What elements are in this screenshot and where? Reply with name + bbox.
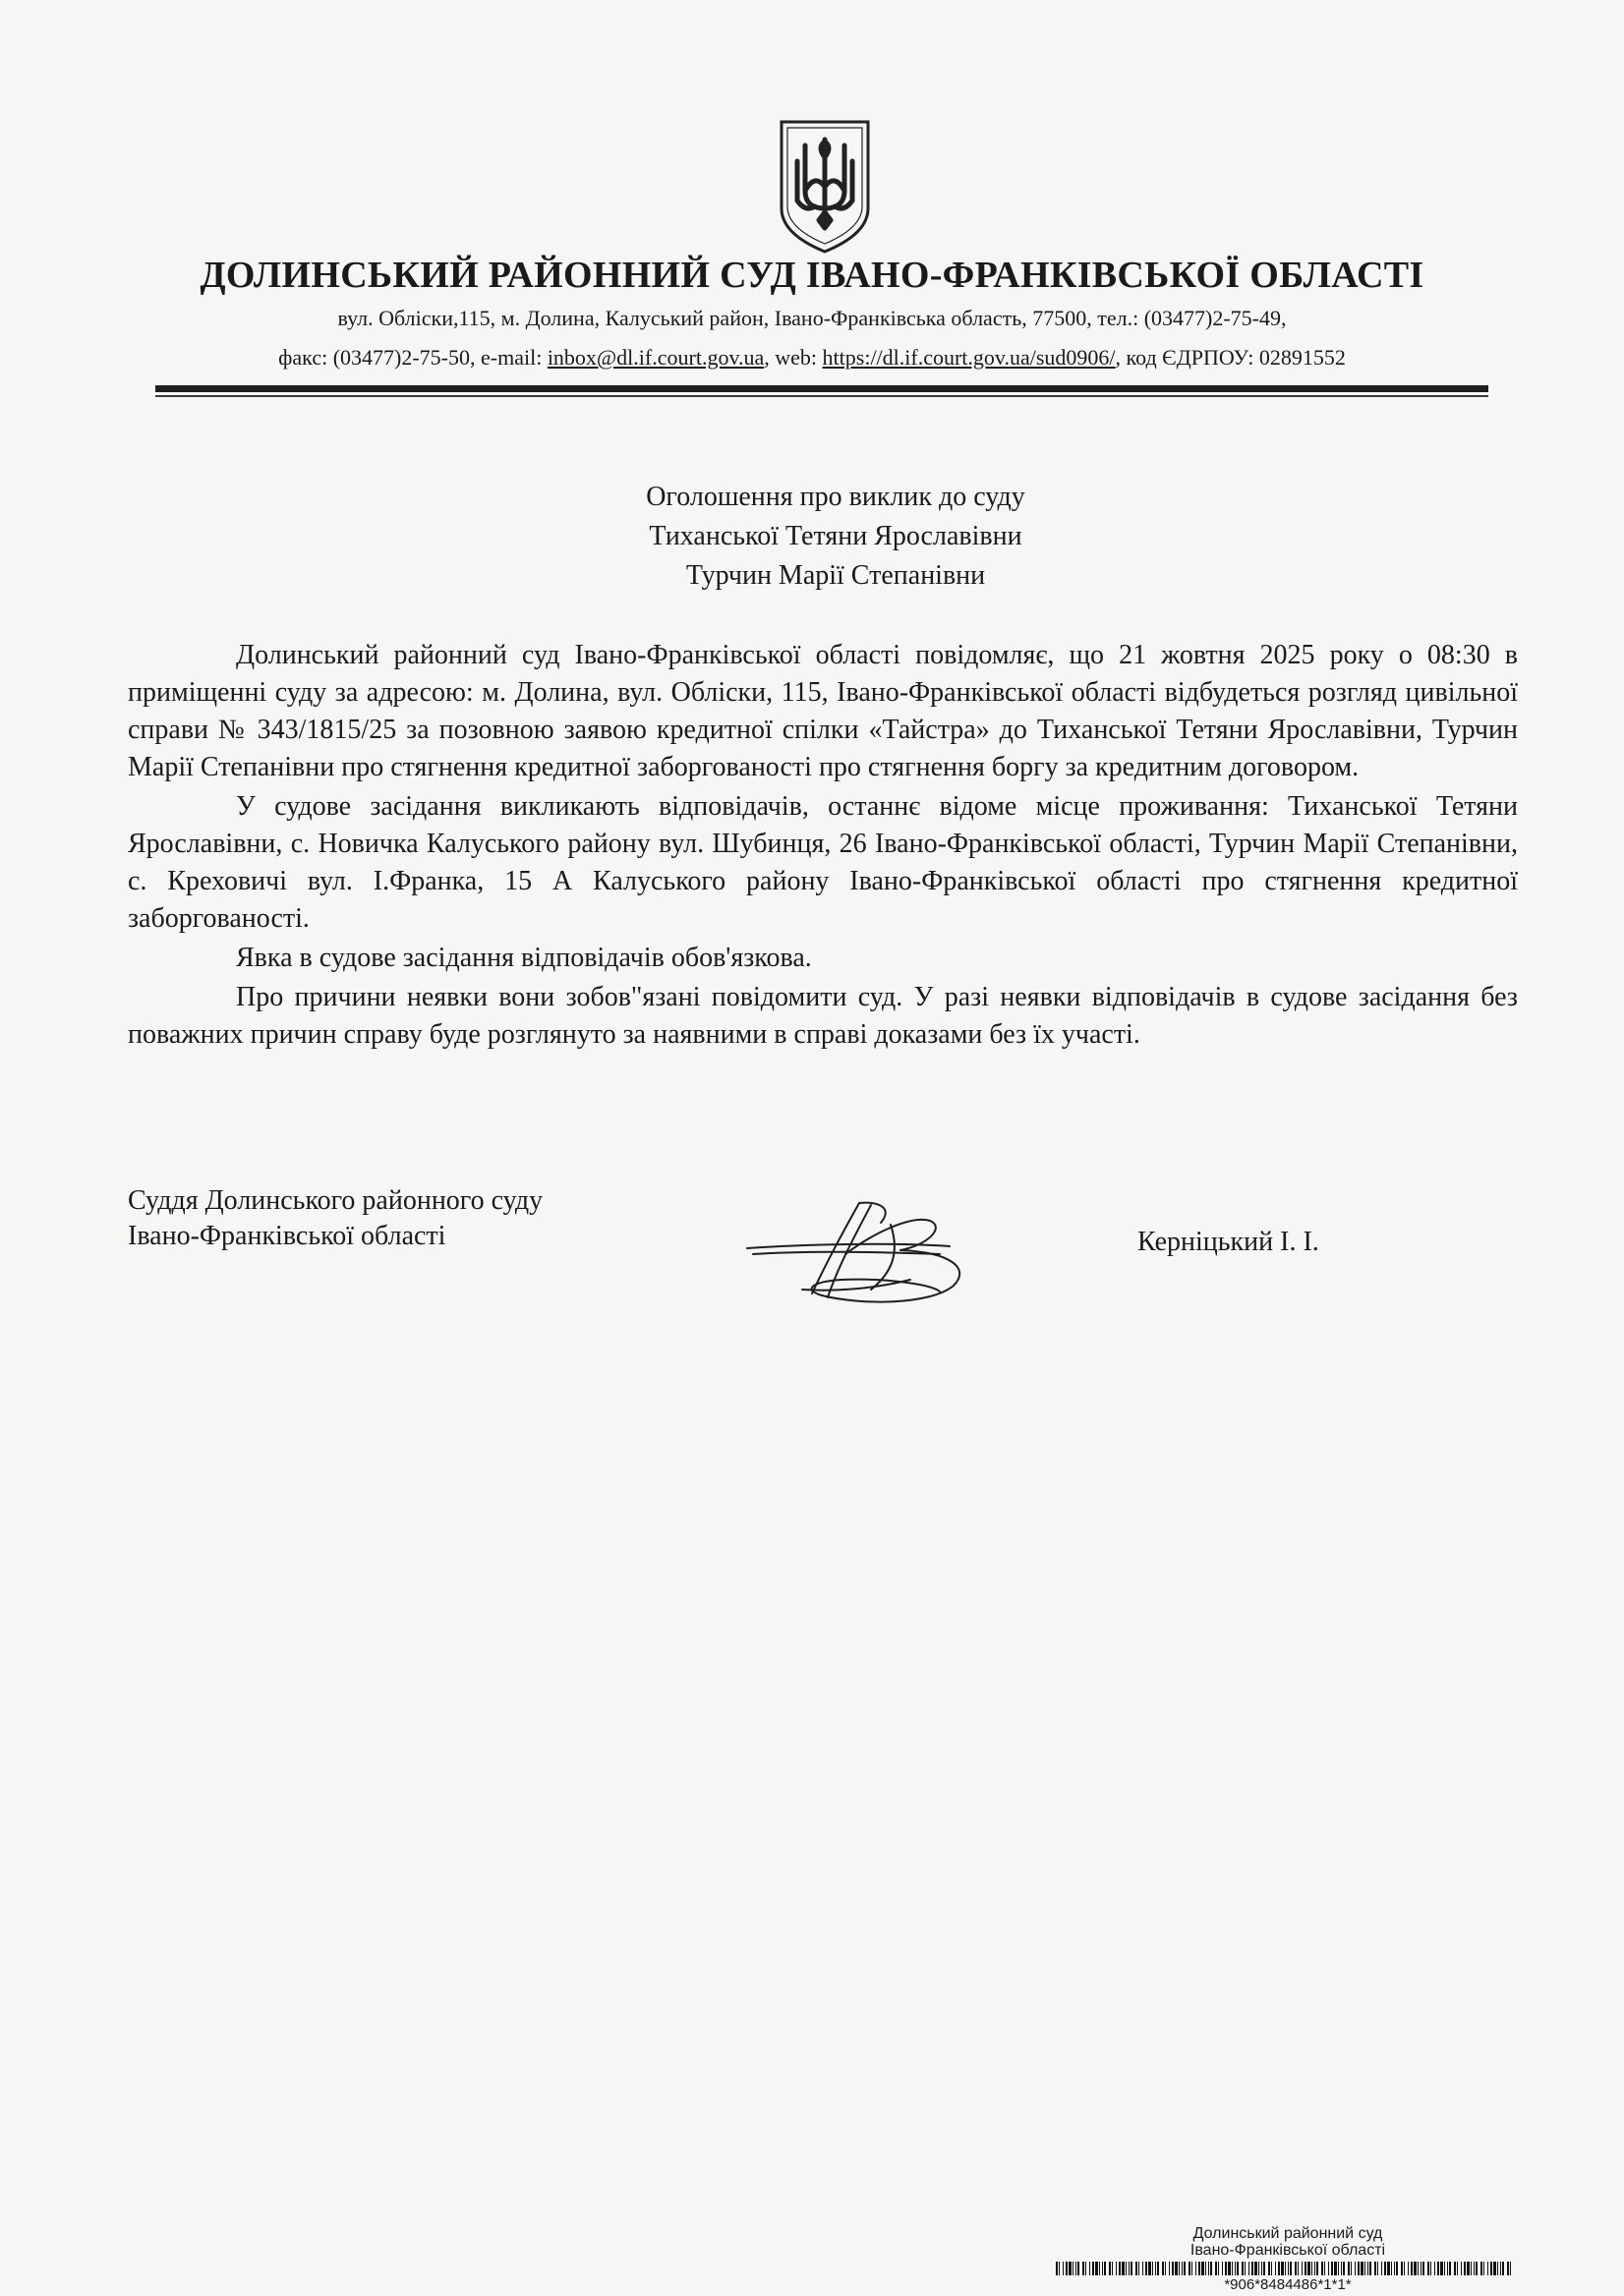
website-link[interactable]: https://dl.if.court.gov.ua/sud0906/ xyxy=(822,345,1116,370)
header-divider-thin xyxy=(155,395,1488,397)
court-name: ДОЛИНСЬКИЙ РАЙОННИЙ СУД ІВАНО-ФРАНКІВСЬКОЇ ОБЛАСТІ xyxy=(200,255,1424,296)
coat-of-arms-icon xyxy=(776,118,874,256)
barcode-icon xyxy=(1056,2262,1514,2275)
edrpou-code: , код ЄДРПОУ: 02891552 xyxy=(1115,345,1346,370)
notice-title: Оголошення про виклик до суду xyxy=(646,482,1025,512)
paragraph-summons: У судове засідання викликають відповідачів, останнє відоме місце проживання: Тиханської Тетяни Ярославівни, с. Новичка Калуського району вул. Шубинця, 26 Івано-Франківської області, Турчин Марії Степанівни, с. Креховичі вул. І.Франка, 15 А Калуського району Івано-Франківської області про стягнення кредитної заборгованості. xyxy=(128,791,1518,934)
web-prefix: , web: xyxy=(764,345,823,370)
footer-stamp xyxy=(1052,2225,1524,2259)
judge-position xyxy=(128,1183,543,1254)
paragraph-hearing: Долинський районний суд Івано-Франківської області повідомляє, що 21 жовтня 2025 року о 08:30 в приміщенні суду за адресою: м. Долина, вул. Обліски, 115, Івано-Франківської області відбудеться розгляд цивільної справи № 343/1815/25 за позовною заявою кредитної спілки «Тайстра» до Тиханської Тетяни Ярославівни, Турчин Марії Степанівни про стягнення кредитної заборгованості про стягнення боргу за кредитним договором. xyxy=(128,640,1518,782)
notice-body xyxy=(128,637,1518,1054)
header-divider-thick xyxy=(155,385,1488,392)
email-link[interactable]: inbox@dl.if.court.gov.ua xyxy=(547,345,765,370)
defendant-name-2: Турчин Марії Степанівни xyxy=(685,560,986,591)
court-contacts xyxy=(0,345,1624,371)
paragraph-absence: Про причини неявки вони зобов"язані повідомити суд. У разі неявки відповідачів в судове засідання без поважних причин справу буде розглянуто за наявними в справі доказами без їх участі. xyxy=(128,982,1518,1050)
stamp-line1: Долинський районний суд xyxy=(1192,2225,1383,2242)
judge-position-line2: Івано-Франківської області xyxy=(128,1221,446,1251)
judge-name: Керніцький І. І. xyxy=(1137,1227,1319,1257)
court-address: вул. Обліски,115, м. Долина, Калуський район, Івано-Франківська область, 77500, тел.: (03477)2-75-49, xyxy=(337,306,1287,330)
stamp-line2: Івано-Франківської області xyxy=(1189,2242,1386,2259)
fax-text: факс: (03477)2-75-50, e-mail: xyxy=(278,345,548,370)
barcode-number: *906*8484486*1*1* xyxy=(1224,2276,1352,2293)
handwritten-signature xyxy=(743,1195,999,1311)
paragraph-attendance: Явка в судове засідання відповідачів обов'язкова. xyxy=(236,943,812,973)
judge-position-line1: Суддя Долинського районного суду xyxy=(128,1185,544,1216)
defendant-name-1: Тиханської Тетяни Ярославівни xyxy=(649,521,1022,551)
